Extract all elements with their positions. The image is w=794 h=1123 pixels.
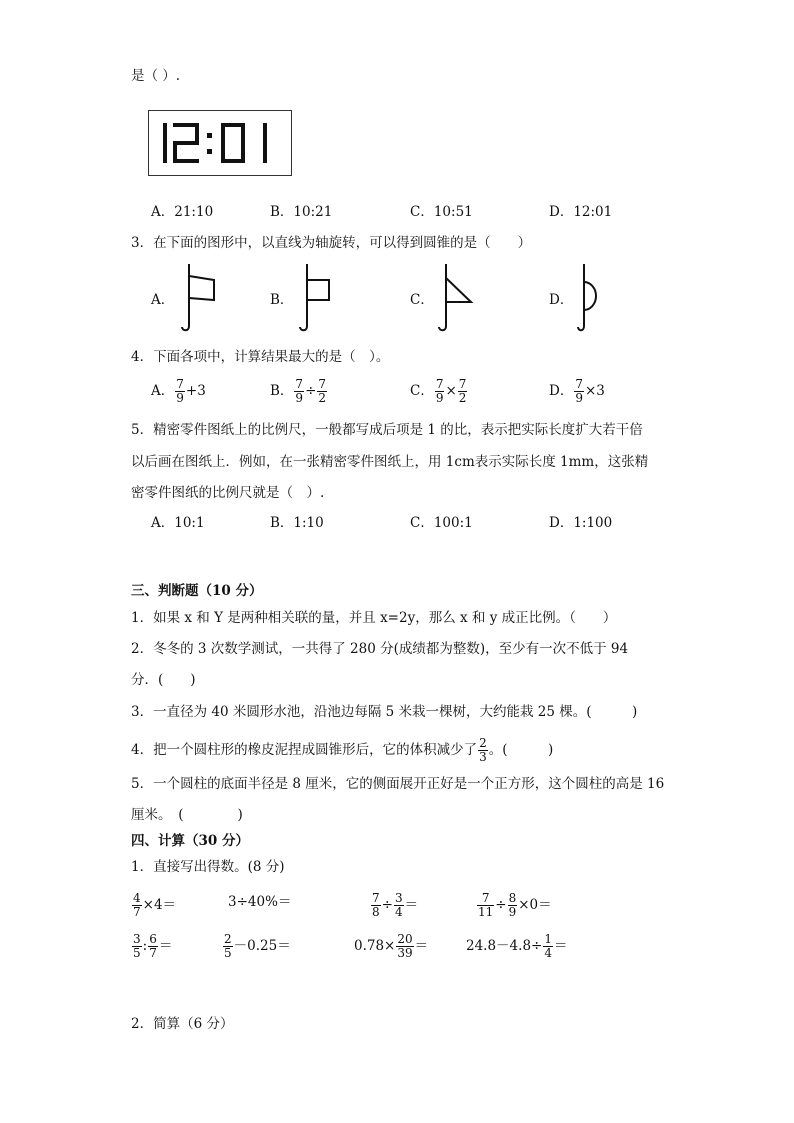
section-4-sub-2: 2．简算（6 分） [131, 1016, 234, 1032]
q3-option-d-label[interactable]: D． [549, 292, 574, 308]
q2-option-c[interactable]: C．10:51 [410, 204, 473, 220]
question-2-stem-tail: 是（ ）. [131, 68, 181, 84]
calc-item-7: 0.78× $\frac{20}{39}$ ＝ [354, 932, 429, 960]
judge-item-3: 3．一直径为 40 米圆形水池，沿池边每隔 5 米栽一棵树，大约能栽 25 棵。( ) [131, 704, 638, 720]
judge-item-1: 1．如果 x 和 Y 是两种相关联的量，并且 x=2y，那么 x 和 y 成正比例。（ ） [131, 610, 617, 626]
calc-item-6: $\frac{2}{5}$ －0.25＝ [224, 932, 291, 960]
q5-option-d[interactable]: D．1:100 [549, 515, 613, 531]
q4-option-a[interactable]: A． $\frac{7}{9}$ +3 [151, 377, 206, 405]
calc-item-5: $\frac{3}{5}$ : $\frac{6}{7}$ ＝ [133, 932, 173, 960]
question-3-stem: 3．在下面的图形中，以直线为轴旋转，可以得到圆锥的是（ ） [131, 235, 532, 251]
judge-item-5-line-1: 5．一个圆柱的底面半径是 8 厘米，它的侧面展开正好是一个正方形，这个圆柱的高是 16 [131, 776, 665, 792]
calc-item-2: 3÷40%＝ [228, 894, 292, 910]
q3-option-c-label[interactable]: C． [410, 292, 434, 308]
digital-clock-display [148, 110, 292, 176]
q2-option-a[interactable]: A．21:10 [151, 204, 214, 220]
calc-item-4: $\frac{7}{11}$ ÷ $\frac{8}{9}$ ×0＝ [478, 891, 552, 919]
section-3-title: 三、判断题（10 分） [131, 583, 263, 599]
calc-item-3: $\frac{7}{8}$ ÷ $\frac{3}{4}$ ＝ [372, 891, 419, 919]
q2-option-b[interactable]: B．10:21 [270, 204, 333, 220]
question-4-stem: 4．下面各项中，计算结果最大的是（ ）。 [131, 349, 390, 365]
q3-option-a-label[interactable]: A． [151, 292, 175, 308]
judge-item-4: 4．把一个圆柱形的橡皮泥捏成圆锥形后，它的体积减少了 $\frac{2}{3}$ 。( ) [131, 736, 554, 764]
question-5-line-1: 5．精密零件图纸上的比例尺，一般都写成后项是 1 的比，表示把实际长度扩大若干倍 [131, 422, 643, 438]
flag-rectangle-icon [298, 262, 338, 332]
q4-option-d[interactable]: D． $\frac{7}{9}$ ×3 [549, 377, 605, 405]
q5-option-c[interactable]: C．100:1 [410, 515, 473, 531]
section-4-title: 四、计算（30 分） [131, 833, 249, 849]
q4-option-b[interactable]: B． $\frac{7}{9}$ ÷ $\frac{7}{2}$ [270, 377, 327, 405]
judge-item-5-line-2: 厘米。 ( ) [131, 807, 243, 823]
question-5-line-3: 密零件图纸的比例尺就是（ ）. [131, 485, 325, 501]
calc-item-8: 24.8－4.8÷ $\frac{1}{4}$ ＝ [466, 932, 568, 960]
flag-triangle-icon [437, 262, 477, 332]
question-5-line-2: 以后画在图纸上．例如，在一张精密零件图纸上，用 1cm表示实际长度 1mm，这张精 [131, 454, 649, 470]
q2-option-d[interactable]: D．12:01 [549, 204, 613, 220]
calc-item-1: $\frac{4}{7}$ ×4＝ [133, 891, 177, 919]
judge-item-2-line-1: 2．冬冬的 3 次数学测试，一共得了 280 分(成绩都为整数)，至少有一次不低于 94 [131, 641, 629, 657]
q5-option-a[interactable]: A．10:1 [151, 515, 205, 531]
clock-digits-icon [149, 111, 291, 175]
fraction: $\frac{7}{9}$ [176, 377, 184, 405]
judge-item-2-line-2: 分．( ) [131, 672, 196, 688]
flag-trapezoid-icon [180, 262, 220, 332]
section-4-sub-1: 1．直接写出得数。(8 分) [131, 859, 285, 875]
q5-option-b[interactable]: B．1:10 [270, 515, 324, 531]
q4-option-c[interactable]: C． $\frac{7}{9}$ × $\frac{7}{2}$ [410, 377, 467, 405]
flag-semicircle-icon [577, 262, 607, 332]
q3-option-b-label[interactable]: B． [270, 292, 294, 308]
